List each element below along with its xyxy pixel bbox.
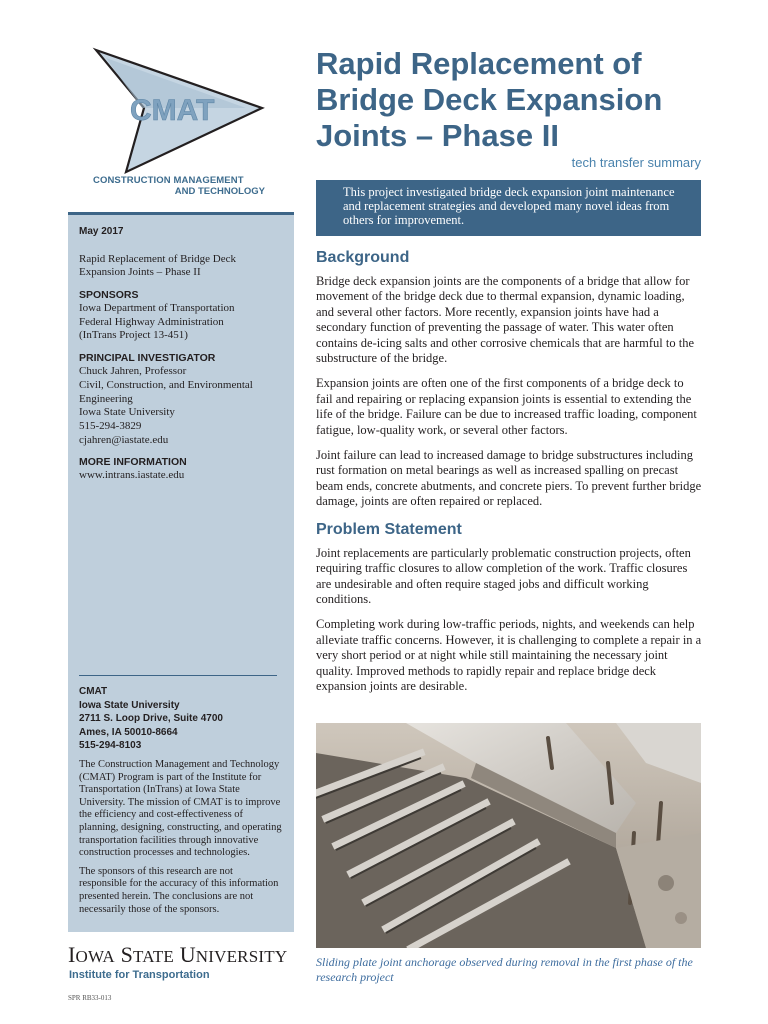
pi-line: 515-294-3829 <box>79 419 142 432</box>
cmat-address-line: Ames, IA 50010-8664 <box>79 726 178 738</box>
pi-heading: PRINCIPAL INVESTIGATOR <box>79 352 216 365</box>
paragraph: Joint replacements are particularly problematic construction projects, often requiring traffic closures to allow completion of the work. Traffic closures are undesirable and often require staged jobs and difficult working conditions. <box>316 545 691 606</box>
cmat-description: The Construction Management and Technology (CMAT) Program is part of the Institute for Transportation (InTrans) at Iowa State University. The mission of CMAT is to improve the efficiency and cost-effectiveness of planning, designing, constructing, and operating transportation facilities through innovative construction processes and technologies. <box>79 758 282 859</box>
sidebar <box>68 212 294 932</box>
pi-email-link[interactable]: cjahren@iastate.edu <box>79 433 169 446</box>
pi-line: Engineering <box>79 392 133 405</box>
isu-letter: S <box>120 942 133 967</box>
isu-letter: I <box>68 942 76 967</box>
bridge-joint-photo <box>316 723 701 948</box>
title-line-2: Bridge Deck Expansion <box>316 82 663 117</box>
cmat-logo-text: CMAT <box>130 94 215 127</box>
report-title-line2: Expansion Joints – Phase II <box>79 266 201 279</box>
iowa-state-university-logo <box>68 942 287 968</box>
institute-name: Institute for Transportation <box>69 969 210 981</box>
sponsors-heading: SPONSORS <box>79 289 139 301</box>
cmat-phone: 515-294-8103 <box>79 740 142 752</box>
summary-box: This project investigated bridge deck expansion joint maintenance and replacement strategies and developed many novel ideas from others for improvement. <box>316 180 701 236</box>
title-line-3: Joints – Phase II <box>316 118 559 153</box>
report-number: SPR RB33-013 <box>68 994 112 1002</box>
paragraph: Completing work during low-traffic periods, nights, and weekends can help alleviate traffic concerns. However, it is challenging to complete a repair in a very short period or at night while still maintaining the necessary joint quality. Improved methods to rapidly repair and replace bridge deck expansion joints are desirable. <box>316 617 702 693</box>
sponsor-line: Federal Highway Administration <box>79 315 224 328</box>
sponsor-line: (InTrans Project 13-451) <box>79 329 188 342</box>
problem-statement-heading: Problem Statement <box>316 520 462 538</box>
cmat-heading: CMAT <box>79 686 108 697</box>
report-date: May 2017 <box>79 226 124 237</box>
paragraph: Expansion joints are often one of the first components of a bridge deck to fail and repairing or replacing expansion joints is essential to extending the life of the bridge. Failure can be due to increased traffic loading, component fatigue, low-quality work, or several other factors. <box>316 376 697 437</box>
background-heading: Background <box>316 249 410 266</box>
pi-line: Iowa State University <box>79 406 175 419</box>
logo-subtitle-line1: CONSTRUCTION MANAGEMENT <box>93 175 244 186</box>
isu-letters: OWA <box>75 947 115 966</box>
title-line-1: Rapid Replacement of <box>316 46 642 81</box>
isu-letter: U <box>179 942 196 967</box>
logo-subtitle-line2: AND TECHNOLOGY <box>174 186 265 197</box>
photo-caption: Sliding plate joint anchorage observed during removal in the first phase of the research project <box>316 955 693 984</box>
cmat-address-line: 2711 S. Loop Drive, Suite 4700 <box>79 713 223 725</box>
pi-line: Chuck Jahren, Professor <box>79 365 187 378</box>
main-content <box>316 248 702 704</box>
cmat-info <box>79 685 283 916</box>
cmat-address-line: Iowa State University <box>79 699 180 711</box>
sponsor-line: Iowa Department of Transportation <box>79 302 235 314</box>
page-title <box>316 46 736 154</box>
isu-letters: TATE <box>133 947 174 966</box>
cmat-logo <box>86 44 270 174</box>
sidebar-divider <box>79 675 277 676</box>
more-info-heading: MORE INFORMATION <box>79 456 187 469</box>
paragraph: Bridge deck expansion joints are the components of a bridge that allow for movement of the bridge deck due to thermal expansion, dynamic loading, and several other factors. More recently, expansion joints have had a secondary function of preventing the passage of water. This water often contains de-icing salts and other corrosive chemicals that are harmful to the substructure of the bridge. <box>316 274 694 366</box>
report-title-line1: Rapid Replacement of Bridge Deck <box>79 252 237 265</box>
pi-line: Civil, Construction, and Environmental <box>79 378 253 391</box>
disclaimer: The sponsors of this research are not responsible for the accuracy of this information presented herein. The conclusions are not necessarily those of the sponsors. <box>79 865 279 915</box>
paragraph: Joint failure can lead to increased damage to bridge substructures including rust formation on metal bearings as well as increased spalling on precast beam ends, concrete abutments, and concrete piers. To prevent further bridge damage, joints are often repaired or replaced. <box>316 448 702 509</box>
isu-letters: NIVERSITY <box>195 947 288 966</box>
page-subtitle: tech transfer summary <box>571 155 701 170</box>
more-info-link[interactable]: www.intrans.iastate.edu <box>79 469 185 482</box>
